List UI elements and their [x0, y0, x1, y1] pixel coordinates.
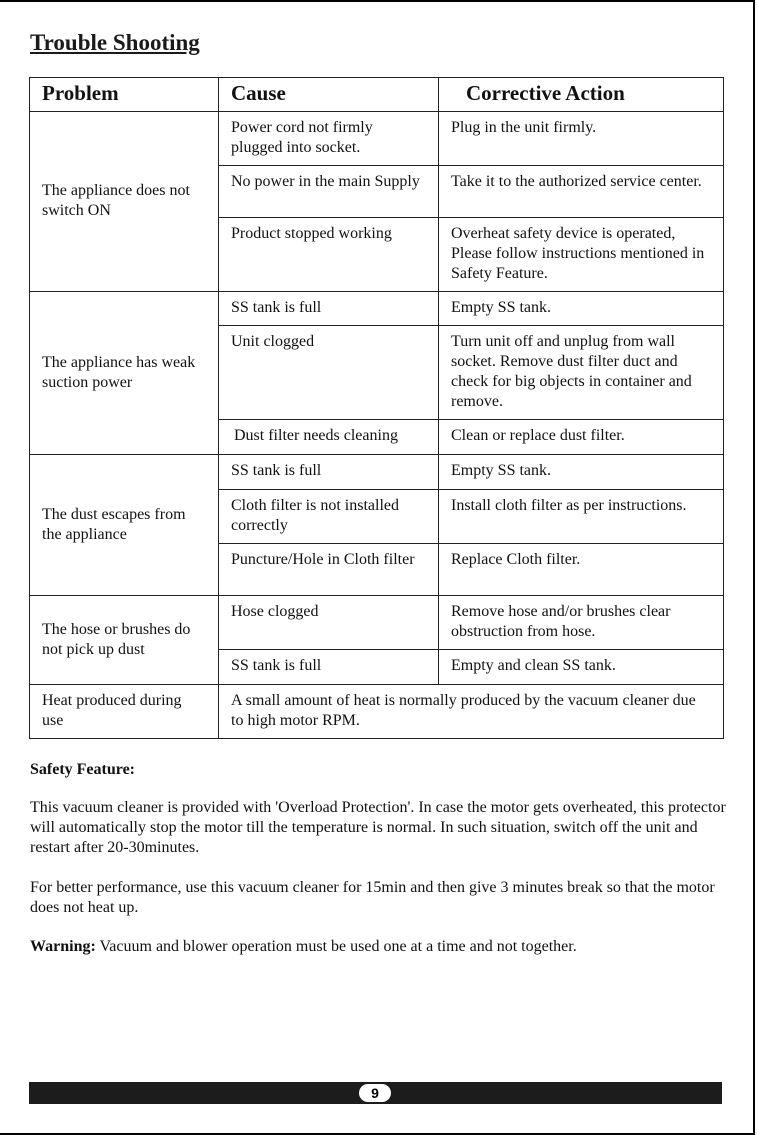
- cause-cell: Unit clogged: [219, 326, 439, 420]
- table-row: [30, 455, 724, 490]
- cause-cell: SS tank is full: [219, 455, 439, 490]
- action-cell: Install cloth filter as per instructions.: [439, 490, 724, 544]
- cause-cell: SS tank is full: [219, 650, 439, 685]
- action-cell: Empty SS tank.: [439, 455, 724, 490]
- problem-cell: The dust escapes from the appliance: [30, 455, 219, 596]
- warning-paragraph: [30, 937, 730, 957]
- action-cell: Overheat safety device is operated, Please follow instructions mentioned in Safety Feature.: [439, 218, 724, 292]
- cause-cell: Cloth filter is not installed correctly: [219, 490, 439, 544]
- note-cell: A small amount of heat is normally produced by the vacuum cleaner due to high motor RPM.: [219, 685, 724, 739]
- problem-cell: The appliance does not switch ON: [30, 112, 219, 292]
- action-cell: Plug in the unit firmly.: [439, 112, 724, 166]
- safety-feature-heading: Safety Feature:: [30, 761, 135, 778]
- action-cell: Replace Cloth filter.: [439, 544, 724, 596]
- warning-text: Vacuum and blower operation must be used one at a time and not together.: [95, 938, 577, 955]
- problem-cell: Heat produced during use: [30, 685, 219, 739]
- problem-cell: The hose or brushes do not pick up dust: [30, 596, 219, 685]
- cause-cell: Power cord not firmly plugged into socket.: [219, 112, 439, 166]
- action-cell: Clean or replace dust filter.: [439, 420, 724, 455]
- action-cell: Turn unit off and unplug from wall socket. Remove dust filter duct and check for big objects in container and remove.: [439, 326, 724, 420]
- cause-cell: SS tank is full: [219, 292, 439, 326]
- header-problem: Problem: [30, 78, 219, 112]
- action-cell: Empty SS tank.: [439, 292, 724, 326]
- cause-cell: No power in the main Supply: [219, 166, 439, 218]
- table-row: [30, 292, 724, 326]
- problem-cell: The appliance has weak suction power: [30, 292, 219, 455]
- cause-cell: Puncture/Hole in Cloth filter: [219, 544, 439, 596]
- cause-cell: Dust filter needs cleaning: [219, 420, 439, 455]
- cause-cell: Product stopped working: [219, 218, 439, 292]
- action-cell: Remove hose and/or brushes clear obstruction from hose.: [439, 596, 724, 650]
- action-cell: Take it to the authorized service center.: [439, 166, 724, 218]
- table-row: [30, 596, 724, 650]
- warning-label: Warning:: [30, 938, 96, 955]
- table-row: [30, 112, 724, 166]
- header-corrective-action: Corrective Action: [439, 78, 724, 112]
- troubleshooting-table: [29, 77, 724, 739]
- page-title: Trouble Shooting: [30, 30, 200, 55]
- cause-cell: Hose clogged: [219, 596, 439, 650]
- safety-paragraph-overload: This vacuum cleaner is provided with 'Overload Protection'. In case the motor gets overheated, this protector will automatically stop the motor till the temperature is normal. In such situation, switch off the unit and restart after 20-30minutes.: [30, 799, 726, 856]
- header-cause: Cause: [219, 78, 439, 112]
- action-cell: Empty and clean SS tank.: [439, 650, 724, 685]
- table-row: [30, 685, 724, 739]
- page-number-badge: 9: [359, 1084, 391, 1102]
- safety-paragraph-performance: For better performance, use this vacuum cleaner for 15min and then give 3 minutes break so that the motor does not heat up.: [30, 879, 715, 916]
- table-header-row: [30, 78, 724, 112]
